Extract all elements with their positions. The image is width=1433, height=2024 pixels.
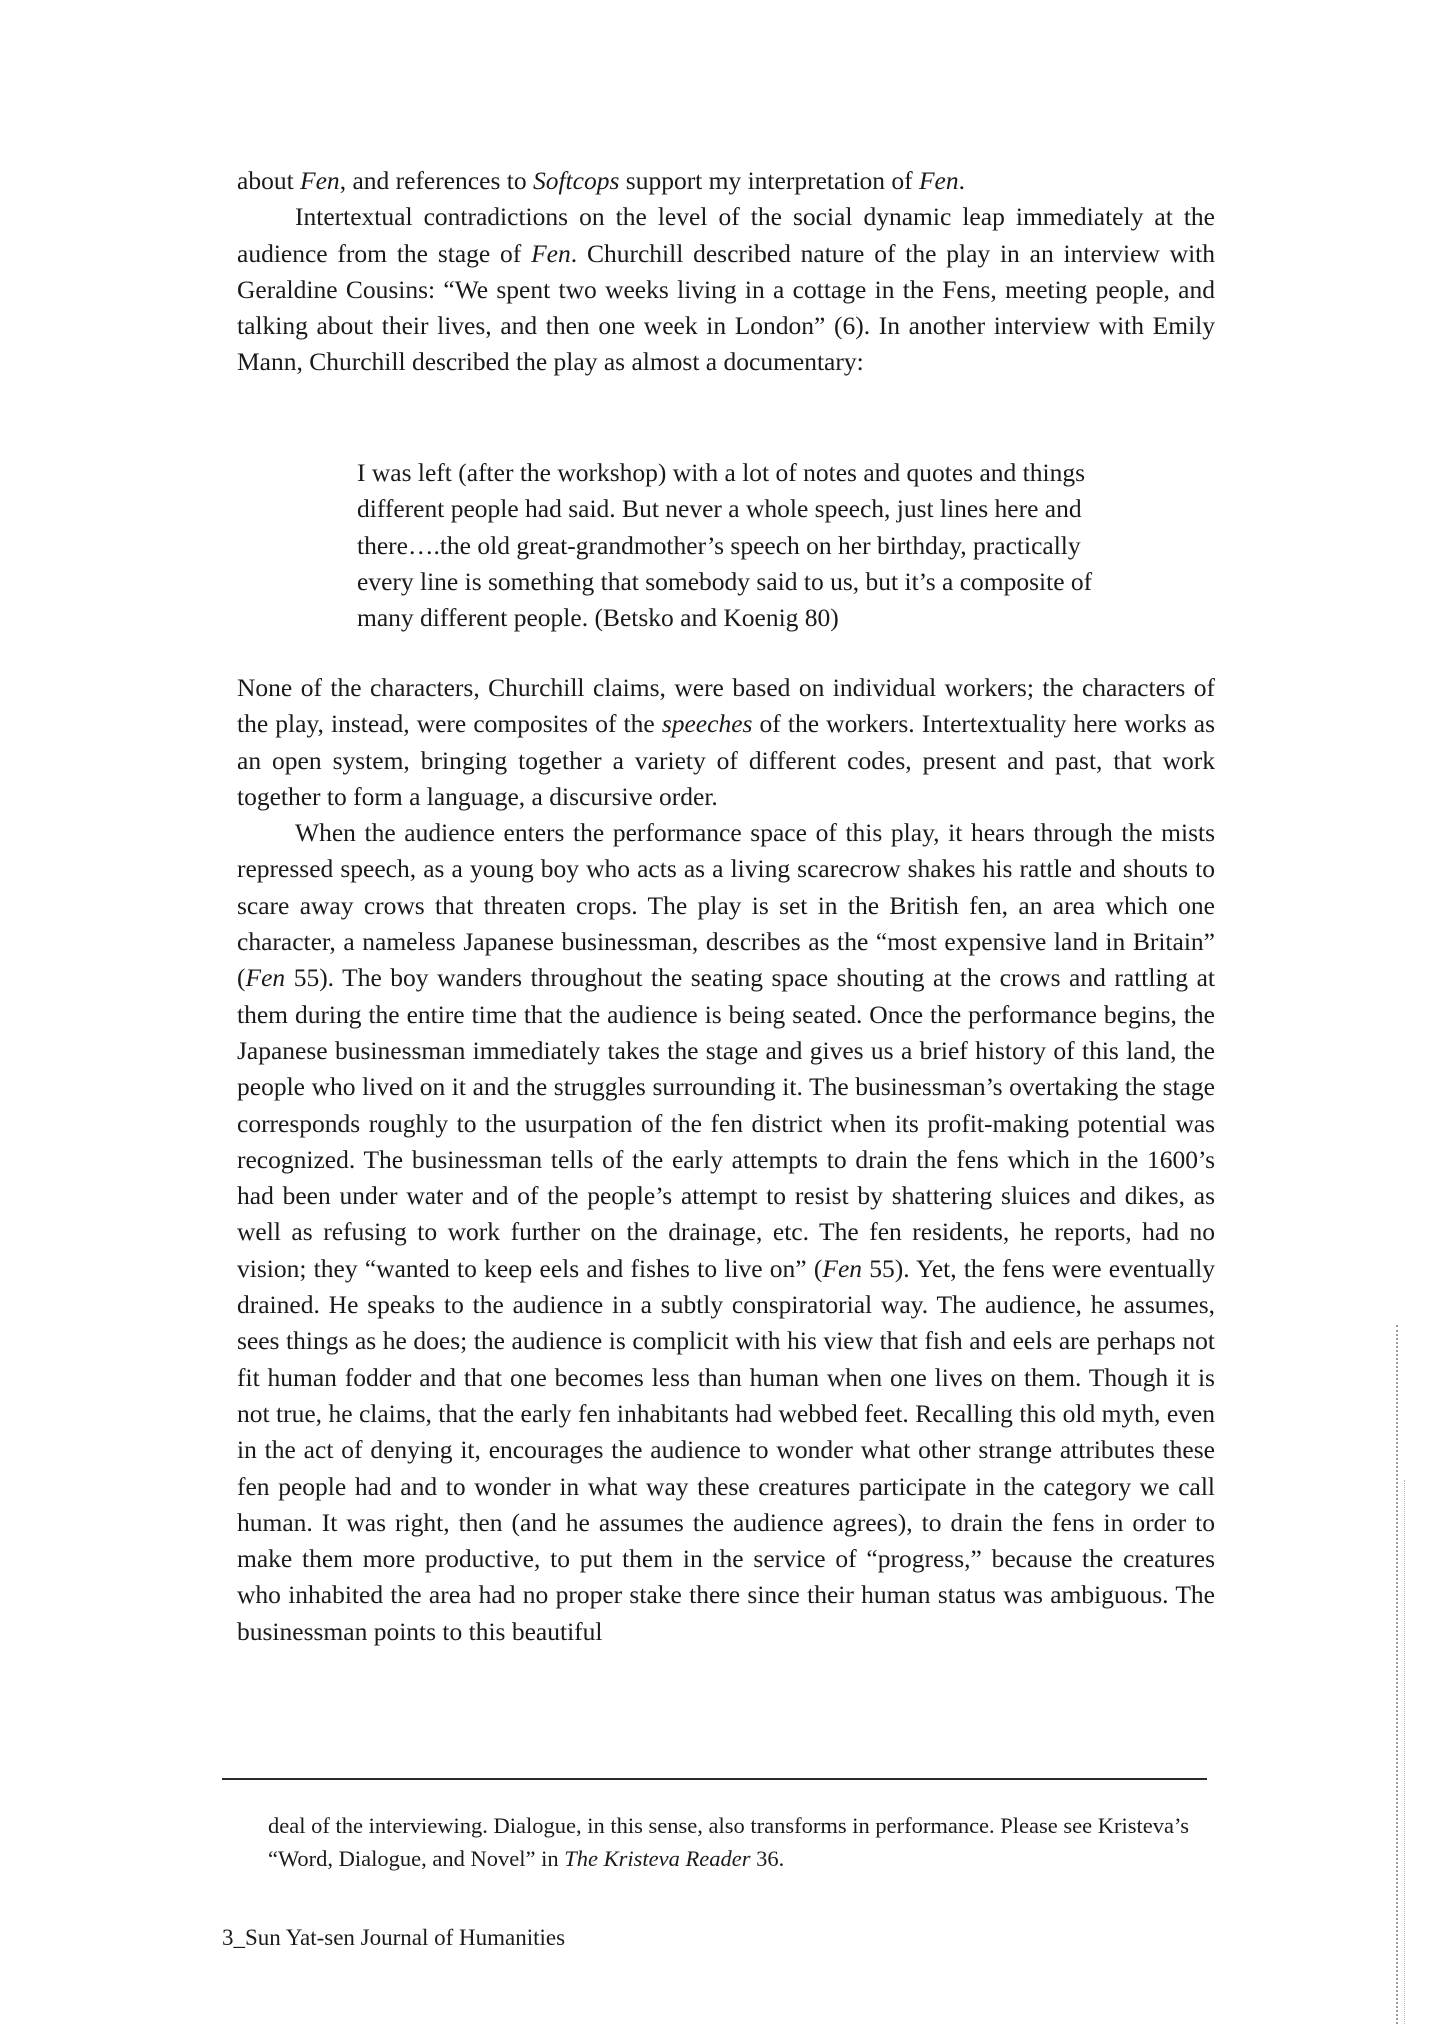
text-run: Intertextual contradictions on the level of the social dynamic leap immediately at the audience from the stage of bbox=[237, 202, 1215, 268]
italic-title: Fen bbox=[300, 166, 340, 195]
italic-title: Fen bbox=[245, 963, 286, 993]
italic-word: speeches bbox=[661, 709, 753, 739]
text-run: of the workers. Intertextuality here works as an open system, bringing together a variety of different codes, present and past, that work together to form a language, a discursive order. bbox=[237, 709, 1215, 811]
body-text-upper bbox=[237, 163, 1215, 381]
scan-edge-artifact bbox=[1404, 1480, 1405, 2024]
paragraph-characters bbox=[237, 670, 1215, 815]
text-run: support my interpretation of bbox=[619, 166, 919, 195]
text-run: 55). Yet, the fens were eventually drained. He speaks to the audience in a subtly conspiratorial way. The audience, he assumes, sees things as he does; the audience is complicit with his view that fish and eels are perhaps not fit human fodder and that one becomes less than human when one lives on them. Though it is not true, he claims, that the early fen inhabitants had webbed feet. Recalling this old myth, even in the act of denying it, encourages the audience to wonder what other strange attributes these fen people had and to wonder in what way these creatures participate in the category we call human. It was right, then (and he assumes the audience agrees), to drain the fens in order to make them more productive, to put them in the service of “progress,” because the creatures who inhabited the area had no proper stake there since their human status was ambiguous. The businessman points to this beautiful bbox=[237, 1253, 1215, 1646]
italic-title: The Kristeva Reader bbox=[564, 1846, 751, 1871]
text-run: 36. bbox=[750, 1846, 785, 1871]
text-run: When the audience enters the performance space of this play, it hears through the mists repressed speech, as a young boy who acts as a living scarecrow shakes his rattle and shouts to scare away crows that threaten crops. The play is set in the British fen, an area which one character, a nameless Japanese businessman, describes as the “most expensive land in Britain” ( bbox=[237, 818, 1215, 993]
text-run: . Churchill described nature of the play in an interview with Geraldine Cousins: “We spent two weeks living in a cottage in the Fens, meeting people, and talking about their lives, and then one week in London” (6). In another interview with Emily Mann, Churchill described the play as almost a documentary: bbox=[237, 238, 1215, 377]
scan-edge-artifact bbox=[1396, 1325, 1398, 2024]
text-run: None of the characters, Churchill claims, were based on individual workers; the characters of the play, instead, were composites of the bbox=[237, 673, 1215, 739]
italic-title: Softcops bbox=[532, 166, 620, 195]
continuation-line bbox=[237, 163, 1215, 199]
paragraph-intertextual bbox=[237, 199, 1215, 380]
paragraph-audience bbox=[237, 815, 1215, 1650]
text-run: about bbox=[237, 166, 301, 195]
italic-title: Fen bbox=[918, 166, 959, 195]
footnote-text bbox=[268, 1809, 1208, 1875]
italic-title: Fen bbox=[822, 1253, 863, 1283]
text-run: deal of the interviewing. Dialogue, in this sense, also transforms in performance. Please see Kristeva’s “Word, Dialogue, and Novel” in bbox=[268, 1813, 1189, 1871]
italic-title: Fen bbox=[531, 238, 571, 268]
footnote-divider bbox=[222, 1778, 1207, 1780]
text-run: , and references to bbox=[339, 166, 533, 195]
page-footer: 3_Sun Yat-sen Journal of Humanities bbox=[222, 1925, 566, 1950]
body-text-lower bbox=[237, 670, 1215, 1650]
text-run: . bbox=[958, 166, 965, 195]
text-run: 55). The boy wanders throughout the seating space shouting at the crows and rattling at them during the entire time that the audience is being seated. Once the performance begins, the Japanese businessman immediately takes the stage and gives us a brief history of this land, the people who lived on it and the struggles surrounding it. The businessman’s overtaking the stage corresponds roughly to the usurpation of the fen district when its profit-making potential was recognized. The businessman tells of the early attempts to drain the fens which in the 1600’s had been under water and of the people’s attempt to resist by shattering sluices and dikes, as well as refusing to work further on the drainage, etc. The fen residents, he reports, had no vision; they “wanted to keep eels and fishes to live on” ( bbox=[237, 963, 1215, 1283]
block-quote: I was left (after the workshop) with a lot of notes and quotes and things different people had said. But never a whole speech, just lines here and there….the old great-grandmother’s speech on her birthday, practically every line is something that somebody said to us, but it’s a composite of many different people. (Betsko and Koenig 80) bbox=[357, 458, 1093, 633]
